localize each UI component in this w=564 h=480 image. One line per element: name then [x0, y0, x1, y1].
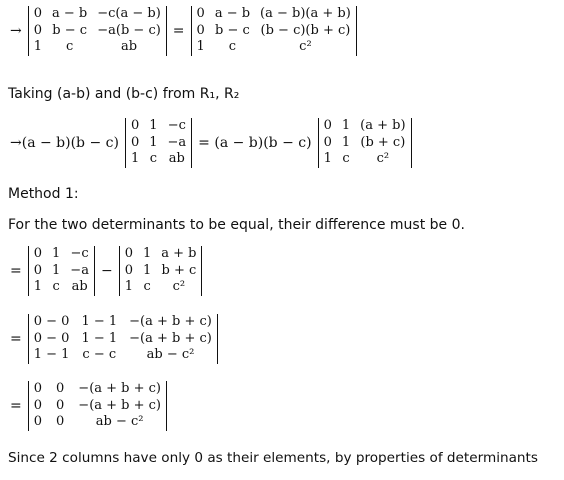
explanation-text-3: Since 2 columns have only 0 as their elements, by properties of determinants	[8, 450, 538, 466]
determinant-m1-left	[28, 6, 167, 56]
explanation-text-1: Taking (a-b) and (b-c) from R₁, R₂	[8, 86, 240, 102]
det-cell: b + c	[161, 262, 197, 278]
det-cell: −(a + b + c)	[129, 330, 212, 346]
equation-row-1	[6, 6, 359, 56]
det-cell: (a − b)(a + b)	[260, 6, 351, 21]
equals-sign: =	[10, 262, 22, 279]
determinant-m5	[28, 381, 167, 431]
det-cell: 0	[33, 246, 43, 261]
det-cell: c²	[299, 39, 312, 55]
det-cell: 1	[323, 151, 332, 167]
equals-factor: = (a − b)(b − c)	[198, 134, 312, 151]
det-cell: 0	[33, 22, 43, 38]
det-cell: 0	[323, 134, 332, 150]
determinant-m1-right	[191, 6, 357, 56]
det-cell: c	[149, 151, 158, 167]
det-cell: 0	[130, 134, 140, 150]
det-cell: c − c	[82, 347, 117, 363]
det-cell: 1	[33, 39, 43, 55]
det-cell: a + b	[161, 246, 197, 261]
method-heading: Method 1:	[8, 186, 79, 202]
det-cell: −c(a − b)	[97, 6, 161, 21]
det-cell: 0	[56, 381, 65, 396]
det-cell: −c	[167, 118, 186, 133]
det-cell: 0	[323, 118, 332, 133]
det-cell: −a	[167, 134, 187, 150]
equation-row-3	[6, 246, 204, 296]
det-cell: b − c	[215, 22, 250, 38]
det-cell: 1	[52, 246, 61, 261]
det-cell: 1 − 1	[81, 314, 118, 329]
equation-row-5	[6, 381, 169, 431]
factor-prefix: →(a − b)(b − c)	[10, 134, 119, 151]
det-cell: 0	[196, 22, 205, 38]
det-cell: c	[52, 279, 60, 295]
det-cell: 0	[130, 118, 140, 133]
explanation-text-2: For the two determinants to be equal, their difference must be 0.	[8, 217, 465, 233]
det-cell: 1	[149, 134, 158, 150]
det-cell: 0 − 0	[33, 330, 70, 346]
det-cell: −(a + b + c)	[78, 381, 162, 396]
det-cell: c	[342, 151, 350, 167]
minus-sign: −	[100, 262, 113, 279]
det-cell: 1 − 1	[33, 347, 70, 363]
det-cell: a − b	[214, 6, 251, 21]
det-cell: 1	[124, 279, 133, 295]
det-cell: 1	[196, 39, 205, 55]
det-cell: c	[65, 39, 74, 55]
det-cell: 0	[33, 381, 43, 396]
det-cell: −(a + b + c)	[78, 397, 162, 413]
det-cell: 1 − 1	[81, 330, 118, 346]
determinant-m3-right	[119, 246, 203, 296]
det-cell: −a(b − c)	[97, 22, 161, 38]
determinant-m2-left	[125, 118, 192, 168]
equation-row-4	[6, 314, 220, 364]
det-cell: ab	[71, 279, 88, 295]
det-cell: (a + b)	[360, 118, 406, 133]
det-cell: ab − c²	[146, 347, 195, 363]
det-cell: 1	[142, 246, 152, 261]
equals-sign: =	[172, 22, 185, 39]
det-cell: 0	[33, 262, 43, 278]
det-cell: 1	[130, 151, 140, 167]
det-cell: 0	[124, 246, 133, 261]
det-cell: a − b	[52, 6, 88, 21]
determinant-m2-right	[318, 118, 412, 168]
det-cell: ab	[120, 39, 138, 55]
det-cell: 1	[341, 118, 351, 133]
det-cell: 0	[56, 414, 65, 430]
det-cell: c²	[376, 151, 390, 167]
det-cell: b − c	[52, 22, 88, 38]
det-cell: 0	[56, 397, 65, 413]
det-cell: 1	[52, 262, 61, 278]
det-cell: 1	[341, 134, 351, 150]
det-cell: c	[143, 279, 151, 295]
det-cell: 0	[124, 262, 133, 278]
det-cell: (b + c)	[360, 134, 406, 150]
det-cell: 1	[142, 262, 152, 278]
equals-sign: =	[10, 397, 22, 414]
det-cell: 0	[33, 397, 43, 413]
det-cell: 0	[33, 6, 43, 21]
det-cell: c	[228, 39, 237, 55]
det-cell: 0	[33, 414, 43, 430]
det-cell: −(a + b + c)	[129, 314, 212, 329]
equals-sign: =	[10, 330, 22, 347]
det-cell: −c	[70, 246, 89, 261]
det-cell: (b − c)(b + c)	[260, 22, 351, 38]
det-cell: 0 − 0	[33, 314, 70, 329]
determinant-m3-left	[28, 246, 95, 296]
det-cell: 1	[149, 118, 158, 133]
det-cell: 1	[33, 279, 43, 295]
det-cell: −a	[70, 262, 89, 278]
determinant-m4	[28, 314, 218, 364]
det-cell: ab − c²	[95, 414, 144, 430]
det-cell: 0	[196, 6, 205, 21]
det-cell: c²	[172, 279, 186, 295]
arrow-symbol: →	[10, 22, 22, 39]
equation-row-2	[6, 118, 414, 168]
det-cell: ab	[168, 151, 185, 167]
